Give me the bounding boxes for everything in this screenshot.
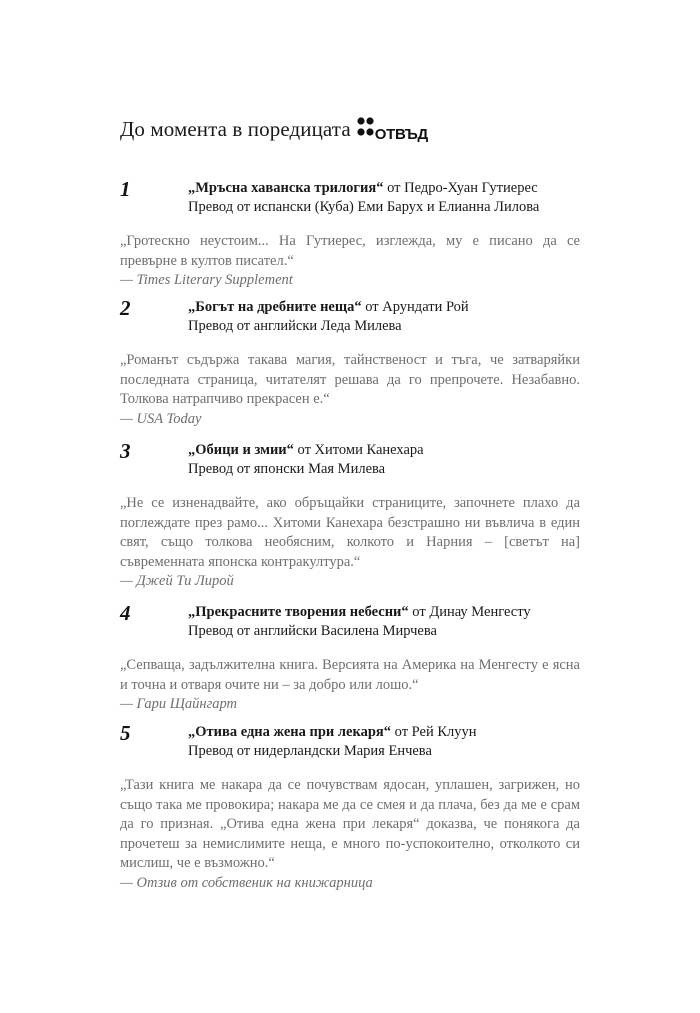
- book-entry: [120, 603, 580, 715]
- review-quote: „Романът съдържа такава магия, тайнственост и тъга, че затваряйки последната страница, читателят решава да го препрочете. Незабавно. Толкова натрапчиво прекрасен е.“: [120, 352, 580, 407]
- entry-title-line: [188, 723, 580, 742]
- book-author: от Динау Менгесту: [408, 604, 531, 620]
- entry-info: [188, 603, 580, 641]
- entry-title-line: [188, 603, 580, 622]
- review-quote: „Гротескно неустоим... На Гутиерес, изглежда, му е писано да се превърне в култов писател.“: [120, 233, 580, 269]
- review-source: — USA Today: [120, 410, 202, 427]
- review-quote: „Сепваща, задължителна книга. Версията на Америка на Менгесту е ясна и точна и отваря очите ни – за добро или лошо.“: [120, 657, 580, 693]
- four-dots-logo-icon: [357, 114, 374, 144]
- book-entry: [120, 179, 580, 291]
- review-quote: „Тази книга ме накара да се почувствам ядосан, уплашен, загрижен, но също така ме провокира; накара ме да се смея и да плача, без да ме е срам да го призная. „Отива една жена при лекаря“ доказва, че понякога да прочетеш за немислимите неща, е много по-успокоително, отколкото си мислиш, че е възможно.“: [120, 777, 580, 871]
- entry-number: 1: [120, 177, 131, 201]
- book-title: „Обици и змии“: [188, 442, 294, 458]
- book-entry: [120, 723, 580, 893]
- otvad-logo: [357, 114, 428, 144]
- entry-title-line: [188, 298, 580, 317]
- review-source: — Отзив от собственик на книжарница: [120, 874, 373, 891]
- book-title: „Прекрасните творения небесни“: [188, 604, 409, 620]
- review-source: — Джей Ти Лирой: [120, 573, 234, 589]
- series-heading-text: До момента в поредицата: [120, 116, 351, 141]
- book-title: „Мръсна хаванска трилогия“: [188, 180, 384, 196]
- series-heading: [120, 114, 428, 144]
- book-entry: [120, 441, 580, 592]
- book-title: „Отива една жена при лекаря“: [188, 724, 392, 740]
- entry-number: 2: [120, 296, 131, 320]
- book-author: от Хитоми Канехара: [293, 442, 424, 458]
- review-source: — Гари Щайнгарт: [120, 696, 238, 712]
- book-title: „Богът на дребните неща“: [188, 299, 362, 315]
- entry-info: [188, 723, 580, 761]
- entry-info: [188, 298, 580, 336]
- entry-number: 5: [120, 721, 131, 745]
- book-translation: Превод от испански (Куба) Еми Барух и Елианна Лилова: [188, 199, 540, 215]
- entry-info: [188, 179, 580, 217]
- entry-number: 4: [120, 601, 131, 625]
- review-quote: „Не се изненадвайте, ако обръщайки страниците, започнете плахо да поглеждате през рамо... Хитоми Канехара безстрашно ни въвлича в един свят, също толкова необясним, колкото и Нарния – [светът на] съвременната японска контракултура.“: [120, 495, 580, 570]
- book-translation: Превод от нидерландски Мария Енчева: [188, 743, 432, 759]
- entry-title-line: [188, 179, 580, 198]
- book-translation: Превод от английски Василена Мирчева: [188, 623, 437, 639]
- review-source: — Times Literary Supplement: [120, 272, 293, 288]
- entry-number: 3: [120, 439, 131, 463]
- book-translation: Превод от японски Мая Милева: [188, 461, 386, 477]
- book-author: от Арундати Рой: [361, 299, 469, 315]
- book-translation: Превод от английски Леда Милева: [188, 318, 402, 334]
- book-entry: [120, 298, 580, 429]
- entry-title-line: [188, 441, 580, 460]
- book-author: от Рей Клуун: [391, 724, 477, 740]
- book-author: от Педро-Хуан Гутиерес: [383, 180, 538, 196]
- logo-wordmark: ОТВЪД: [374, 125, 428, 143]
- entry-info: [188, 441, 580, 479]
